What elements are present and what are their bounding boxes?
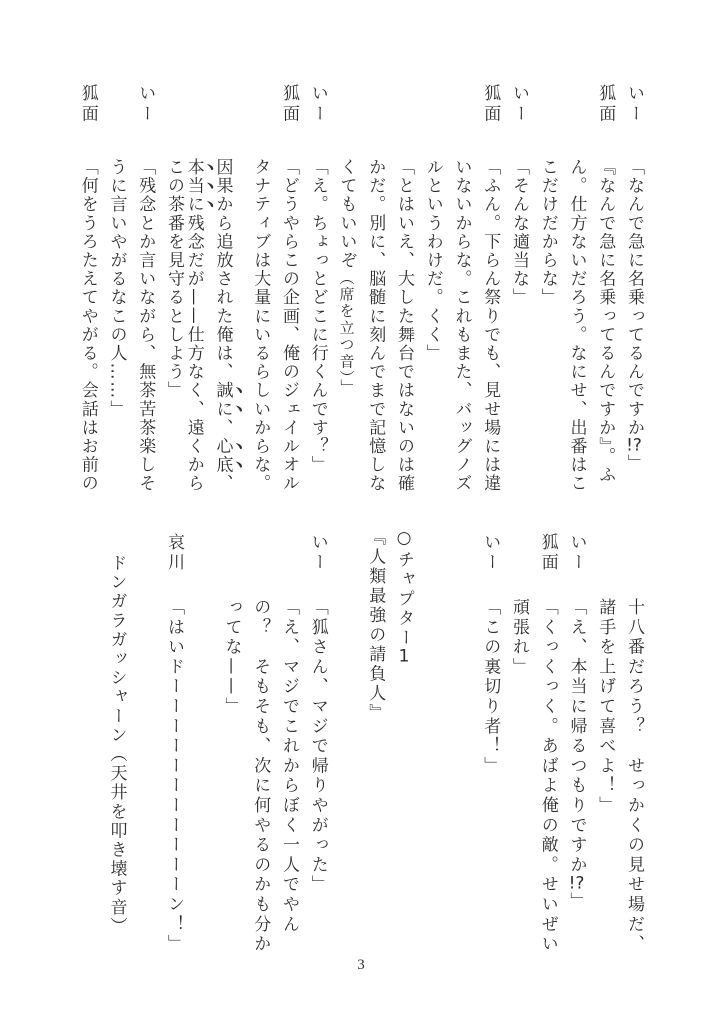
- dialogue-line: 「残念とか言いながら、無茶苦茶楽しそ: [135, 158, 156, 493]
- page-number: 3: [357, 957, 365, 973]
- speaker-name: いー: [509, 84, 529, 125]
- speaker-name: 哀川: [164, 533, 184, 573]
- speaker-name: いー: [307, 533, 328, 573]
- dialogue-continuation: うに言いやがるなこの人……」: [106, 158, 127, 419]
- speaker-name: 狐面: [537, 533, 558, 573]
- sound-effect-note: （席を立つ音）: [337, 269, 356, 380]
- dialogue-continuation: の？ そもそも、次に何やるのかも分か: [250, 598, 271, 955]
- closing-quote: 」: [336, 379, 357, 398]
- dialogue-line: 「くっくっく。あばよ俺の敵。せいぜい: [537, 598, 558, 955]
- emphasized-text: 心底: [212, 437, 233, 475]
- dialogue-continuation: かだ。別に、脳髄に刻んでまで記憶しな: [365, 158, 386, 493]
- dialogue-continuation: こだけだからな」: [537, 158, 558, 307]
- dialogue-line: 「ふん。下らん祭りでも、見せ場には違: [480, 158, 501, 493]
- dialogue-continuation: 頑張れ」: [509, 598, 529, 678]
- dialogue-continuation: ってな——」: [221, 598, 242, 717]
- chapter-label: [389, 528, 418, 665]
- dialogue-line: 「この裏切り者！」: [480, 598, 501, 777]
- dialogue-line: [619, 158, 648, 473]
- speaker-name: 狐面: [480, 84, 501, 125]
- chapter-number: 1: [398, 648, 410, 665]
- closing-quote: 」: [566, 892, 587, 913]
- speaker-name: 狐面: [279, 84, 299, 125]
- stage-direction: ドンガラガッシャーン（天井を叩き壊す音）: [106, 554, 127, 936]
- dialogue-line: 「え。ちょっとどこに行くんです？」: [307, 158, 328, 475]
- dialogue-line: 『なんで急に名乗ってるんですか』。ふ: [595, 158, 616, 485]
- dialogue-continuation: [183, 158, 217, 493]
- dialogue-text: 残念だが——仕方なく、遠くから: [183, 213, 204, 493]
- dialogue-continuation: ルというわけだ。くく」: [422, 158, 443, 363]
- dialogue-line: [562, 598, 591, 912]
- dialogue-line: 「そんな適当な」: [509, 158, 529, 307]
- speaker-name: いー: [566, 533, 587, 573]
- dialogue-continuation: タナティブは大量にいるらしいからな。: [250, 158, 271, 493]
- chapter-title: 『人類最強の請負人』: [365, 528, 386, 723]
- dialogue-line: 「狐さん、マジで帰りやがった」: [307, 598, 328, 895]
- speaker-name: 狐面: [595, 84, 616, 125]
- exclamation-question-mark: !?: [626, 437, 642, 454]
- dialogue-continuation: いないからな。これもまた、バッグノズ: [451, 158, 472, 493]
- speaker-name: いー: [624, 84, 644, 125]
- dialogue-text: 因果から追放された俺は、: [212, 158, 233, 382]
- speaker-name: いー: [135, 84, 156, 125]
- dialogue-text: くてもいいぞ: [336, 158, 357, 270]
- dialogue-text: 「え、本当に帰るつもりですか: [566, 598, 587, 876]
- dialogue-continuation: 十八番だろう？ せっかくの見せ場だ、: [624, 598, 644, 955]
- dialogue-line: 「え、マジでこれからぼく一人でやん: [279, 598, 299, 935]
- emphasized-text: 本当に: [183, 158, 204, 214]
- dialogue-line: 「とはいえ、大した舞台ではないのは確: [394, 158, 414, 493]
- exclamation-question-mark: !?: [568, 875, 585, 893]
- dialogue-continuation: [332, 158, 361, 398]
- dialogue-continuation: [212, 158, 246, 493]
- dialogue-text: 、: [212, 474, 233, 493]
- dialogue-continuation: ん。仕方ないだろう。なにせ、出番はこ: [566, 158, 587, 493]
- dialogue-continuation: この茶番を見守るとしよう」: [164, 158, 184, 400]
- emphasized-text: 誠に: [212, 381, 233, 419]
- dialogue-line: 「どうやらこの企画、俺のジェイルオル: [279, 158, 299, 493]
- dialogue-line: 「はいドーーーーーーーーーーーン！」: [164, 598, 184, 955]
- speaker-name: 狐面: [77, 84, 98, 125]
- chapter-label-text: ○チャプター: [394, 528, 414, 648]
- speaker-name: いー: [307, 84, 328, 125]
- closing-quote: 」: [624, 454, 644, 473]
- dialogue-continuation: 諸手を上げて喜べよ！」: [595, 598, 616, 816]
- dialogue-text: 、: [212, 418, 233, 438]
- dialogue-text: 「なんで急に名乗ってるんですか: [624, 158, 644, 437]
- dialogue-line: 「何をうろたえてやがる。会話はお前の: [77, 158, 98, 493]
- speaker-name: いー: [480, 533, 501, 573]
